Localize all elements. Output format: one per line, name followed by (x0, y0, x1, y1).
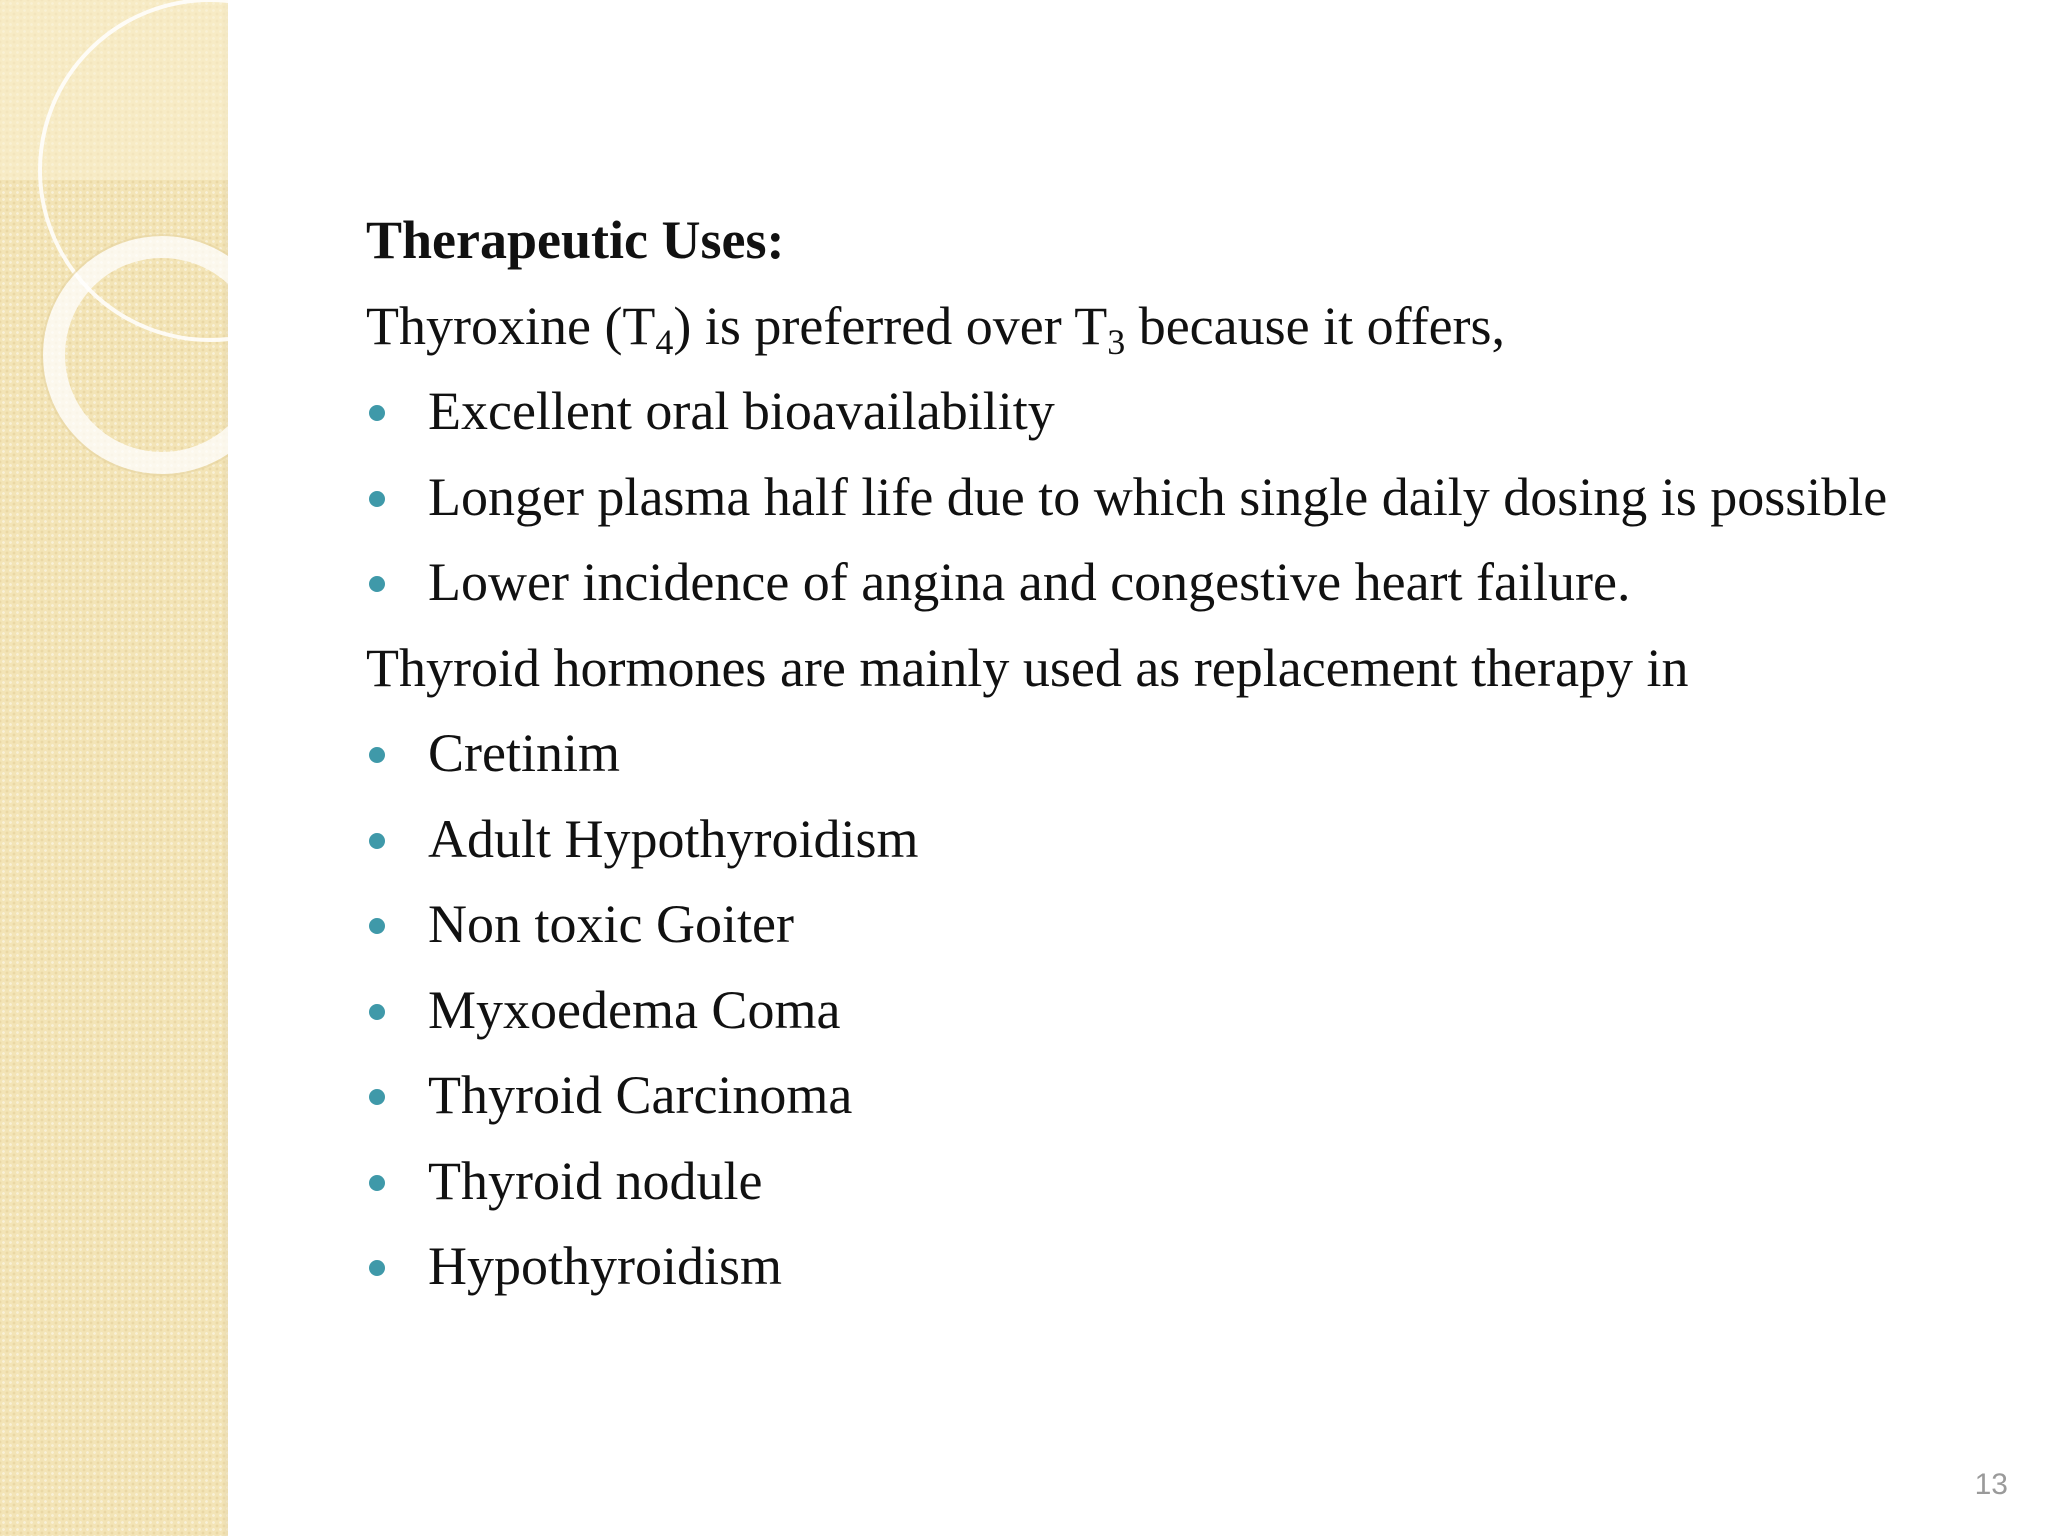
list-item (366, 1224, 2006, 1310)
list-item (366, 711, 2006, 797)
bullet-icon (369, 1175, 385, 1191)
intro-part-2: ) is preferred over T (673, 295, 1108, 356)
advantage-text: Longer plasma half life due to which single daily dosing is possible (428, 466, 1888, 527)
use-text: Hypothyroidism (428, 1236, 783, 1296)
thick-ring-shadow (42, 235, 228, 475)
slide-heading: Therapeutic Uses: (366, 210, 785, 270)
bullet-icon (369, 1004, 385, 1020)
list-item (366, 882, 2006, 968)
advantage-text: Lower incidence of angina and congestive heart failure. (428, 552, 1631, 612)
bullet-icon (369, 833, 385, 849)
bullet-icon (369, 918, 385, 934)
list-item (366, 369, 2006, 455)
list-item (366, 797, 2006, 883)
intro-subscript-1: 4 (655, 321, 674, 362)
intro-subscript-2: 3 (1107, 321, 1126, 362)
use-text: Thyroid nodule (428, 1150, 763, 1211)
intro-part-1: Thyroxine (T (366, 295, 656, 356)
list-item (366, 1139, 2006, 1225)
use-text: Cretinim (428, 723, 620, 783)
list-item (366, 968, 2006, 1054)
thick-ring (54, 247, 228, 463)
use-text: Non toxic Goiter (428, 894, 794, 954)
bullet-icon (369, 747, 385, 763)
slide-content (366, 198, 2006, 1310)
bullet-icon (369, 405, 385, 421)
bullet-icon (369, 1260, 385, 1276)
use-text: Thyroid Carcinoma (428, 1065, 853, 1125)
intro-part-3: because it offers, (1125, 295, 1506, 356)
list-item (366, 1053, 2006, 1139)
list-item (366, 540, 2006, 626)
use-text: Adult Hypothyroidism (428, 808, 919, 869)
intro-sentence (366, 284, 2006, 370)
decorative-rings (0, 0, 228, 520)
list-item (366, 455, 2006, 541)
bullet-icon (369, 491, 385, 507)
uses-intro: Thyroid hormones are mainly used as replacement therapy in (366, 637, 1689, 698)
bullet-icon (369, 576, 385, 592)
page-number: 13 (1974, 1468, 2008, 1501)
use-text: Myxoedema Coma (428, 979, 841, 1040)
bullet-icon (369, 1089, 385, 1105)
advantage-text: Excellent oral bioavailability (428, 381, 1055, 441)
